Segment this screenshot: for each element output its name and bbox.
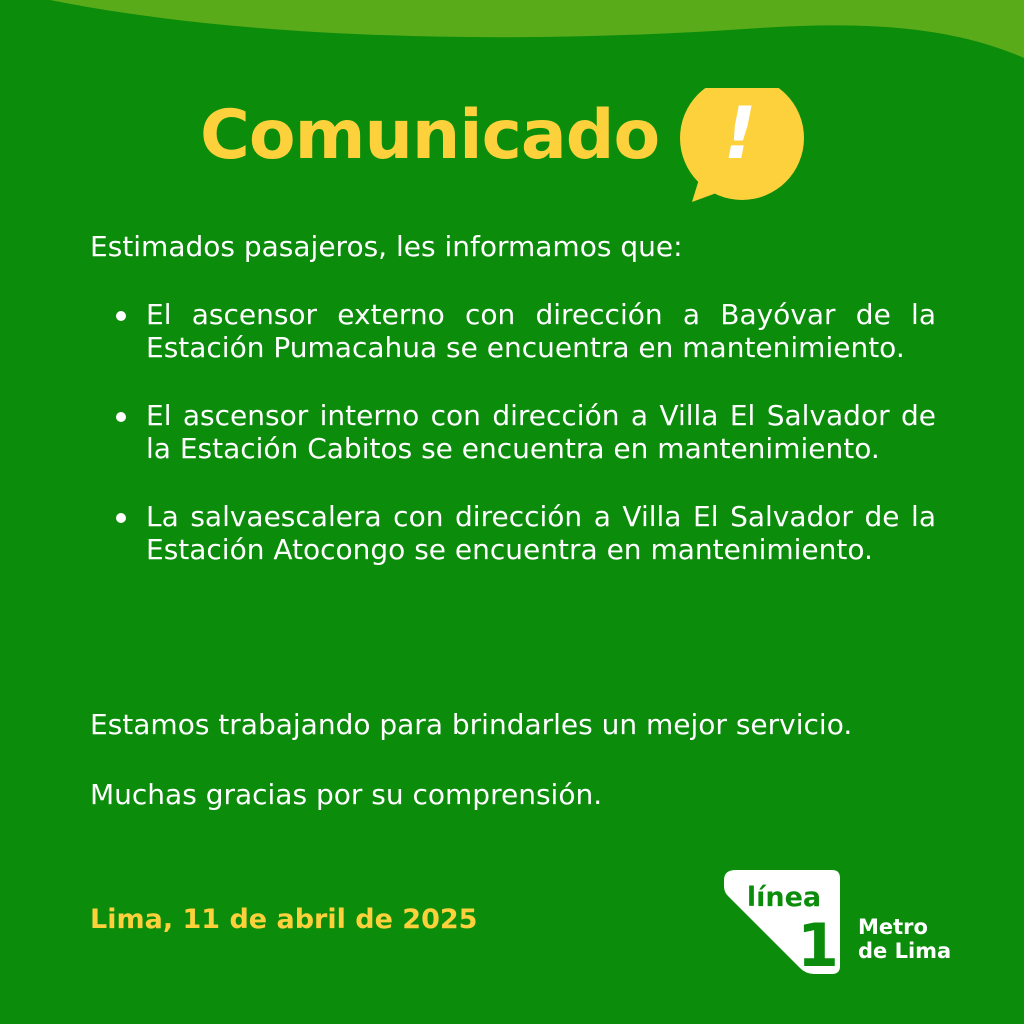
closing-text: Estamos trabajando para brindarles un mejor servicio.: [90, 708, 853, 741]
list-item: [90, 298, 936, 364]
top-wave-decoration: [0, 0, 1024, 80]
linea-1-logo: [722, 866, 842, 978]
metro-brand-line2: de Lima: [858, 939, 952, 963]
logo-line-number: 1: [797, 911, 839, 978]
bubble-exclamation: !: [723, 91, 757, 175]
bullet-dot: [116, 311, 126, 321]
list-item-text: El ascensor interno con dirección a Villa El Salvador de la Estación Cabitos se encuentra en mantenimiento.: [146, 399, 936, 465]
date-text: Lima, 11 de abril de 2025: [90, 904, 478, 935]
logo-line-word: línea: [746, 882, 822, 913]
metro-brand-line1: Metro: [858, 915, 928, 939]
thanks-text: Muchas gracias por su comprensión.: [90, 778, 603, 811]
intro-text: Estimados pasajeros, les informamos que:: [90, 230, 683, 263]
list-item-text: La salvaescalera con dirección a Villa El Salvador de la Estación Atocongo se encuentra en mantenimiento.: [146, 500, 936, 566]
header: [0, 88, 1024, 208]
notice-list: [90, 298, 936, 601]
page-title: Comunicado: [200, 96, 660, 175]
list-item: [90, 500, 936, 566]
speech-bubble-exclamation-icon: [672, 88, 812, 206]
bullet-dot: [116, 513, 126, 523]
list-item: [90, 399, 936, 465]
metro-brand: [858, 915, 951, 963]
list-item-text: El ascensor externo con dirección a Bayóvar de la Estación Pumacahua se encuentra en mantenimiento.: [146, 298, 936, 364]
bullet-dot: [116, 412, 126, 422]
